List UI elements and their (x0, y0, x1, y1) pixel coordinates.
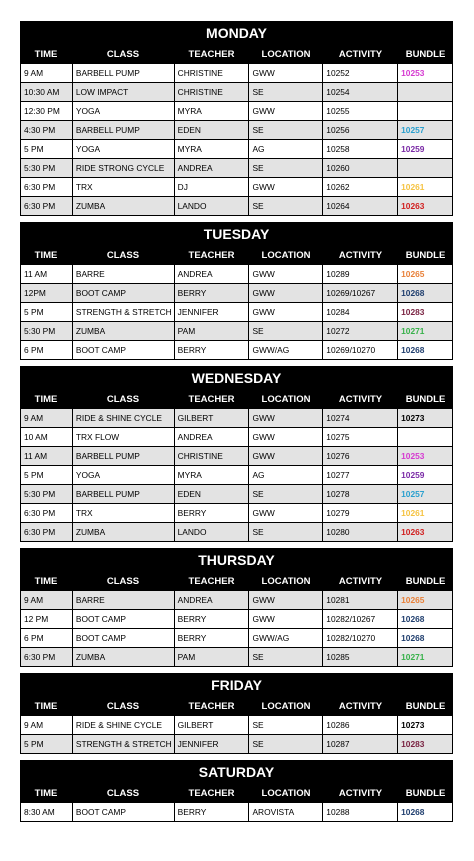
cell-teacher: LANDO (175, 197, 250, 215)
cell-teacher: LANDO (175, 523, 250, 541)
cell-class: STRENGTH & STRETCH (73, 735, 175, 753)
column-header-class: CLASS (106, 701, 140, 712)
cell-teacher: GILBERT (175, 716, 250, 734)
cell-time: 8:30 AM (21, 803, 73, 821)
column-header-bundle: BUNDLE (405, 576, 446, 587)
cell-bundle: 10268 (398, 629, 453, 647)
cell-time: 5:30 PM (21, 322, 73, 340)
cell-class: ZUMBA (73, 322, 175, 340)
column-header-teacher: TEACHER (188, 250, 235, 261)
column-header-teacher: TEACHER (188, 49, 235, 60)
cell-time: 6:30 PM (21, 178, 73, 196)
cell-bundle: 10283 (398, 303, 453, 321)
column-header-time: TIME (34, 788, 58, 799)
cell-time: 6:30 PM (21, 504, 73, 522)
cell-bundle: 10261 (398, 504, 453, 522)
cell-class: YOGA (73, 102, 175, 120)
cell-activity: 10258 (323, 140, 398, 158)
cell-teacher: EDEN (175, 121, 250, 139)
cell-bundle (398, 83, 453, 101)
table-row (20, 341, 453, 360)
column-header-activity: ACTIVITY (338, 394, 383, 405)
table-row (20, 610, 453, 629)
cell-teacher: CHRISTINE (175, 64, 250, 82)
day-section-thursday (20, 548, 453, 667)
cell-location: GWW (249, 409, 323, 427)
cell-bundle: 10268 (398, 341, 453, 359)
table-row (20, 648, 453, 667)
cell-location: GWW (249, 303, 323, 321)
cell-time: 4:30 PM (21, 121, 73, 139)
cell-class: BOOT CAMP (73, 284, 175, 302)
weekly-class-schedule (20, 21, 453, 822)
cell-class: BOOT CAMP (73, 629, 175, 647)
cell-bundle: 10265 (398, 591, 453, 609)
column-header-bundle: BUNDLE (405, 394, 446, 405)
cell-bundle: 10271 (398, 322, 453, 340)
cell-teacher: ANDREA (175, 159, 250, 177)
cell-class: RIDE & SHINE CYCLE (73, 409, 175, 427)
column-header-class: CLASS (106, 250, 140, 261)
cell-location: GWW (249, 504, 323, 522)
cell-teacher: ANDREA (175, 428, 250, 446)
cell-teacher: CHRISTINE (175, 447, 250, 465)
cell-bundle (398, 159, 453, 177)
cell-teacher: ANDREA (175, 591, 250, 609)
cell-location: AROVISTA (249, 803, 323, 821)
day-title: TUESDAY (20, 222, 453, 246)
table-row (20, 466, 453, 485)
cell-bundle: 10271 (398, 648, 453, 666)
cell-class: BOOT CAMP (73, 803, 175, 821)
table-row (20, 197, 453, 216)
day-title: SATURDAY (20, 760, 453, 784)
column-header-location: LOCATION (261, 394, 311, 405)
day-title: FRIDAY (20, 673, 453, 697)
column-header-location: LOCATION (261, 788, 311, 799)
cell-location: SE (249, 159, 323, 177)
table-row (20, 485, 453, 504)
cell-activity: 10269/10270 (323, 341, 398, 359)
cell-activity: 10252 (323, 64, 398, 82)
column-header-time: TIME (34, 701, 58, 712)
column-header-location: LOCATION (261, 250, 311, 261)
cell-teacher: JENNIFER (175, 303, 250, 321)
column-header-time: TIME (34, 250, 58, 261)
cell-bundle: 10261 (398, 178, 453, 196)
cell-bundle: 10273 (398, 409, 453, 427)
table-row (20, 140, 453, 159)
cell-time: 12PM (21, 284, 73, 302)
cell-class: BOOT CAMP (73, 610, 175, 628)
column-header-row (20, 246, 453, 265)
table-row (20, 159, 453, 178)
table-row (20, 303, 453, 322)
column-header-class: CLASS (106, 49, 140, 60)
cell-teacher: BERRY (175, 629, 250, 647)
column-header-bundle: BUNDLE (405, 250, 446, 261)
cell-activity: 10282/10270 (323, 629, 398, 647)
cell-class: RIDE STRONG CYCLE (73, 159, 175, 177)
cell-time: 6:30 PM (21, 523, 73, 541)
cell-location: SE (249, 648, 323, 666)
column-header-activity: ACTIVITY (338, 250, 383, 261)
day-title: MONDAY (20, 21, 453, 45)
cell-location: SE (249, 322, 323, 340)
cell-bundle (398, 102, 453, 120)
cell-time: 5 PM (21, 303, 73, 321)
cell-teacher: BERRY (175, 284, 250, 302)
column-header-class: CLASS (106, 576, 140, 587)
cell-class: BARBELL PUMP (73, 121, 175, 139)
cell-location: GWW (249, 284, 323, 302)
cell-bundle: 10259 (398, 140, 453, 158)
cell-activity: 10281 (323, 591, 398, 609)
cell-activity: 10287 (323, 735, 398, 753)
cell-teacher: MYRA (175, 140, 250, 158)
column-header-teacher: TEACHER (188, 394, 235, 405)
column-header-row (20, 45, 453, 64)
table-row (20, 591, 453, 610)
cell-time: 6 PM (21, 629, 73, 647)
cell-time: 5:30 PM (21, 485, 73, 503)
table-row (20, 178, 453, 197)
cell-teacher: MYRA (175, 466, 250, 484)
column-header-time: TIME (34, 394, 58, 405)
cell-class: BARRE (73, 591, 175, 609)
cell-bundle: 10253 (398, 447, 453, 465)
column-header-row (20, 697, 453, 716)
cell-activity: 10274 (323, 409, 398, 427)
cell-location: AG (249, 466, 323, 484)
cell-location: SE (249, 735, 323, 753)
cell-activity: 10280 (323, 523, 398, 541)
day-title: THURSDAY (20, 548, 453, 572)
column-header-teacher: TEACHER (188, 701, 235, 712)
cell-activity: 10284 (323, 303, 398, 321)
cell-teacher: BERRY (175, 504, 250, 522)
cell-bundle: 10253 (398, 64, 453, 82)
cell-activity: 10255 (323, 102, 398, 120)
column-header-row (20, 572, 453, 591)
table-row (20, 409, 453, 428)
cell-activity: 10277 (323, 466, 398, 484)
cell-teacher: DJ (175, 178, 250, 196)
cell-class: TRX (73, 178, 175, 196)
table-row (20, 102, 453, 121)
cell-activity: 10269/10267 (323, 284, 398, 302)
column-header-activity: ACTIVITY (338, 701, 383, 712)
cell-time: 5 PM (21, 735, 73, 753)
cell-activity: 10286 (323, 716, 398, 734)
day-section-monday (20, 21, 453, 216)
cell-location: GWW (249, 265, 323, 283)
cell-time: 9 AM (21, 591, 73, 609)
cell-activity: 10260 (323, 159, 398, 177)
column-header-location: LOCATION (261, 701, 311, 712)
cell-teacher: MYRA (175, 102, 250, 120)
cell-bundle: 10257 (398, 121, 453, 139)
column-header-location: LOCATION (261, 576, 311, 587)
column-header-bundle: BUNDLE (405, 49, 446, 60)
cell-location: SE (249, 197, 323, 215)
cell-location: GWW (249, 178, 323, 196)
cell-class: TRX FLOW (73, 428, 175, 446)
cell-teacher: PAM (175, 648, 250, 666)
column-header-class: CLASS (106, 394, 140, 405)
cell-bundle: 10263 (398, 523, 453, 541)
cell-teacher: BERRY (175, 610, 250, 628)
cell-location: AG (249, 140, 323, 158)
cell-teacher: EDEN (175, 485, 250, 503)
column-header-teacher: TEACHER (188, 788, 235, 799)
cell-activity: 10256 (323, 121, 398, 139)
cell-teacher: GILBERT (175, 409, 250, 427)
column-header-activity: ACTIVITY (338, 788, 383, 799)
table-row (20, 735, 453, 754)
cell-activity: 10285 (323, 648, 398, 666)
day-title: WEDNESDAY (20, 366, 453, 390)
cell-bundle: 10257 (398, 485, 453, 503)
cell-class: STRENGTH & STRETCH (73, 303, 175, 321)
column-header-activity: ACTIVITY (338, 49, 383, 60)
cell-activity: 10289 (323, 265, 398, 283)
cell-class: LOW IMPACT (73, 83, 175, 101)
table-row (20, 629, 453, 648)
column-header-class: CLASS (106, 788, 140, 799)
cell-activity: 10279 (323, 504, 398, 522)
column-header-row (20, 390, 453, 409)
cell-location: GWW (249, 591, 323, 609)
table-row (20, 322, 453, 341)
table-row (20, 523, 453, 542)
cell-time: 11 AM (21, 265, 73, 283)
cell-class: ZUMBA (73, 523, 175, 541)
cell-bundle: 10273 (398, 716, 453, 734)
cell-bundle: 10259 (398, 466, 453, 484)
cell-activity: 10276 (323, 447, 398, 465)
cell-activity: 10278 (323, 485, 398, 503)
cell-class: BARBELL PUMP (73, 447, 175, 465)
day-section-friday (20, 673, 453, 754)
column-header-time: TIME (34, 49, 58, 60)
cell-time: 11 AM (21, 447, 73, 465)
column-header-activity: ACTIVITY (338, 576, 383, 587)
cell-location: GWW/AG (249, 629, 323, 647)
table-row (20, 83, 453, 102)
cell-activity: 10254 (323, 83, 398, 101)
column-header-row (20, 784, 453, 803)
cell-class: ZUMBA (73, 648, 175, 666)
table-row (20, 121, 453, 140)
cell-location: SE (249, 83, 323, 101)
column-header-teacher: TEACHER (188, 576, 235, 587)
cell-class: TRX (73, 504, 175, 522)
cell-class: BOOT CAMP (73, 341, 175, 359)
cell-bundle: 10263 (398, 197, 453, 215)
cell-location: SE (249, 121, 323, 139)
cell-activity: 10282/10267 (323, 610, 398, 628)
cell-bundle: 10283 (398, 735, 453, 753)
cell-location: GWW (249, 610, 323, 628)
column-header-bundle: BUNDLE (405, 788, 446, 799)
day-section-wednesday (20, 366, 453, 542)
cell-teacher: ANDREA (175, 265, 250, 283)
table-row (20, 284, 453, 303)
cell-class: BARRE (73, 265, 175, 283)
cell-class: BARBELL PUMP (73, 64, 175, 82)
cell-time: 5:30 PM (21, 159, 73, 177)
cell-location: GWW (249, 102, 323, 120)
cell-time: 10:30 AM (21, 83, 73, 101)
column-header-location: LOCATION (261, 49, 311, 60)
cell-location: GWW (249, 64, 323, 82)
table-row (20, 716, 453, 735)
cell-time: 9 AM (21, 409, 73, 427)
day-section-tuesday (20, 222, 453, 360)
cell-teacher: PAM (175, 322, 250, 340)
cell-time: 12:30 PM (21, 102, 73, 120)
cell-activity: 10275 (323, 428, 398, 446)
table-row (20, 504, 453, 523)
cell-bundle: 10265 (398, 265, 453, 283)
cell-teacher: CHRISTINE (175, 83, 250, 101)
cell-time: 6:30 PM (21, 648, 73, 666)
cell-location: SE (249, 716, 323, 734)
table-row (20, 447, 453, 466)
cell-time: 10 AM (21, 428, 73, 446)
table-row (20, 803, 453, 822)
cell-bundle: 10268 (398, 610, 453, 628)
cell-time: 9 AM (21, 716, 73, 734)
cell-time: 12 PM (21, 610, 73, 628)
column-header-time: TIME (34, 576, 58, 587)
table-row (20, 265, 453, 284)
cell-location: GWW (249, 447, 323, 465)
cell-time: 5 PM (21, 466, 73, 484)
table-row (20, 428, 453, 447)
cell-class: BARBELL PUMP (73, 485, 175, 503)
table-row (20, 64, 453, 83)
cell-activity: 10262 (323, 178, 398, 196)
cell-location: GWW (249, 428, 323, 446)
cell-activity: 10272 (323, 322, 398, 340)
cell-class: YOGA (73, 466, 175, 484)
cell-location: GWW/AG (249, 341, 323, 359)
cell-bundle: 10268 (398, 803, 453, 821)
cell-time: 6 PM (21, 341, 73, 359)
cell-activity: 10264 (323, 197, 398, 215)
cell-teacher: BERRY (175, 341, 250, 359)
cell-activity: 10288 (323, 803, 398, 821)
cell-teacher: JENNIFER (175, 735, 250, 753)
cell-location: SE (249, 523, 323, 541)
cell-teacher: BERRY (175, 803, 250, 821)
day-section-saturday (20, 760, 453, 822)
cell-class: RIDE & SHINE CYCLE (73, 716, 175, 734)
cell-bundle (398, 428, 453, 446)
cell-bundle: 10268 (398, 284, 453, 302)
cell-class: YOGA (73, 140, 175, 158)
cell-time: 9 AM (21, 64, 73, 82)
column-header-bundle: BUNDLE (405, 701, 446, 712)
cell-class: ZUMBA (73, 197, 175, 215)
cell-time: 6:30 PM (21, 197, 73, 215)
cell-time: 5 PM (21, 140, 73, 158)
cell-location: SE (249, 485, 323, 503)
